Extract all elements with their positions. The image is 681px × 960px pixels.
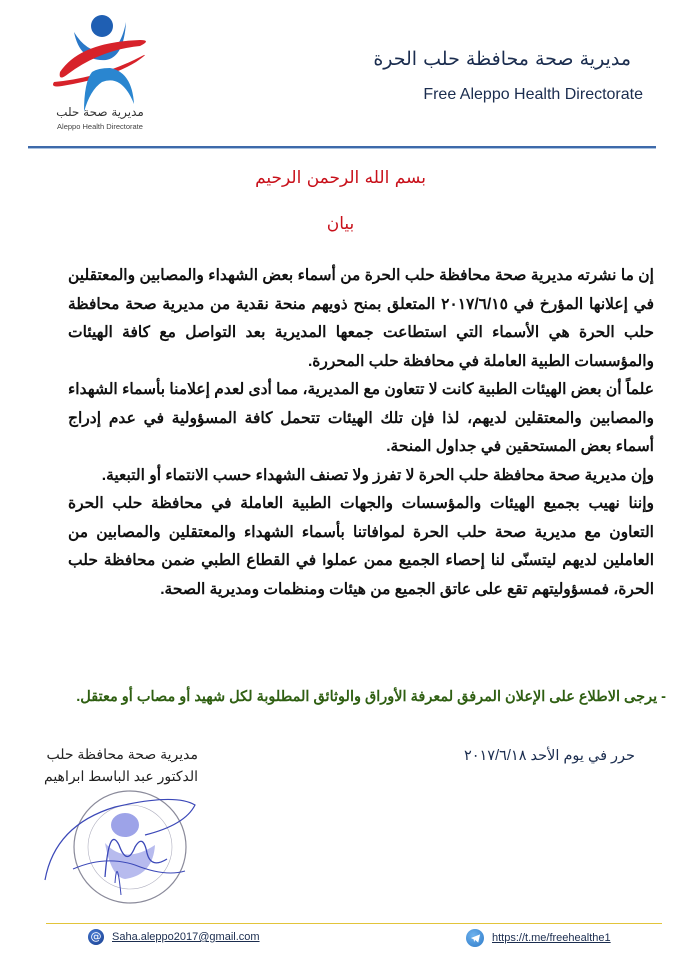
paragraph: علماً أن بعض الهيئات الطبية كانت لا تتعاون مع المديرية، مما أدى لعدم إعلامنا بأسماء الشهداء والمصابين والمعتقلين لديهم، لذا فإن تلك الهيئات تتحمل كافة المسؤولية في عدم إدراج أسماء بعض المستحقين في جداول المنحة. (68, 381, 654, 455)
header-title-arabic: مديرية صحة محافظة حلب الحرة (373, 48, 631, 70)
document-heading: بيان (326, 214, 355, 234)
basmala: بسم الله الرحمن الرحيم (255, 168, 426, 188)
email-link[interactable]: Saha.aleppo2017@gmail.com (112, 931, 260, 943)
paragraph: وإننا نهيب بجميع الهيئات والمؤسسات والجهات الطبية العاملة في محافظة حلب الحرة التعاون مع مديرية صحة حلب الحرة لموافاتنا بأسماء الشهداء والمعتقلين والمصابين من العاملين لديهم ليتسنّى لنا إحصاء الجميع ممن عملوا في القطاع الطبي ضمن محافظة حلب الحرة، فمسؤوليتهم تقع على عاتق الجميع من هيئات ومنظمات ومديرية الصحة. (68, 495, 654, 598)
official-stamp-icon (35, 785, 200, 910)
footer-telegram[interactable] (466, 929, 611, 947)
at-sign-icon: @ (88, 929, 104, 945)
signatory-name: الدكتور عبد الباسط ابراهيم (44, 768, 198, 784)
logo-arabic-name: مديرية صحة حلب (56, 105, 144, 119)
paragraph: وإن مديرية صحة محافظة حلب الحرة لا تفرز ولا تصنف الشهداء حسب الانتماء أو التبعية. (101, 466, 654, 484)
issue-date: حرر في يوم الأحد ٢٠١٧/٦/١٨ (463, 748, 635, 764)
footer-email[interactable] (88, 929, 260, 945)
logo-english-name: Aleppo Health Directorate (57, 122, 143, 131)
paragraph: إن ما نشرته مديرية صحة محافظة حلب الحرة من أسماء بعض الشهداء والمصابين والمعتقلين في إعلانها المؤرخ في ٢٠١٧/٦/١٥ المتعلق بمنح ذويهم منحة نقدية من مديرية صحة محافظة حلب الحرة هي الأسماء التي استطاعت جمعها المديرية بعد التواصل مع كافة الهيئات والمؤسسات الطبية العاملة في محافظة حلب المحررة. (68, 267, 654, 370)
attachment-note: - يرجى الاطلاع على الإعلان المرفق لمعرفة الأوراق والوثائق المطلوبة لكل شهيد أو مصاب أو معتقل. (76, 689, 666, 705)
header-divider (28, 146, 656, 149)
telegram-link[interactable]: https://t.me/freehealthe1 (492, 932, 611, 944)
statement-body (68, 262, 654, 604)
header-title-english: Free Aleppo Health Directorate (423, 86, 643, 103)
signature-organization: مديرية صحة محافظة حلب (46, 746, 198, 762)
telegram-icon (466, 929, 484, 947)
footer-divider (46, 923, 662, 924)
